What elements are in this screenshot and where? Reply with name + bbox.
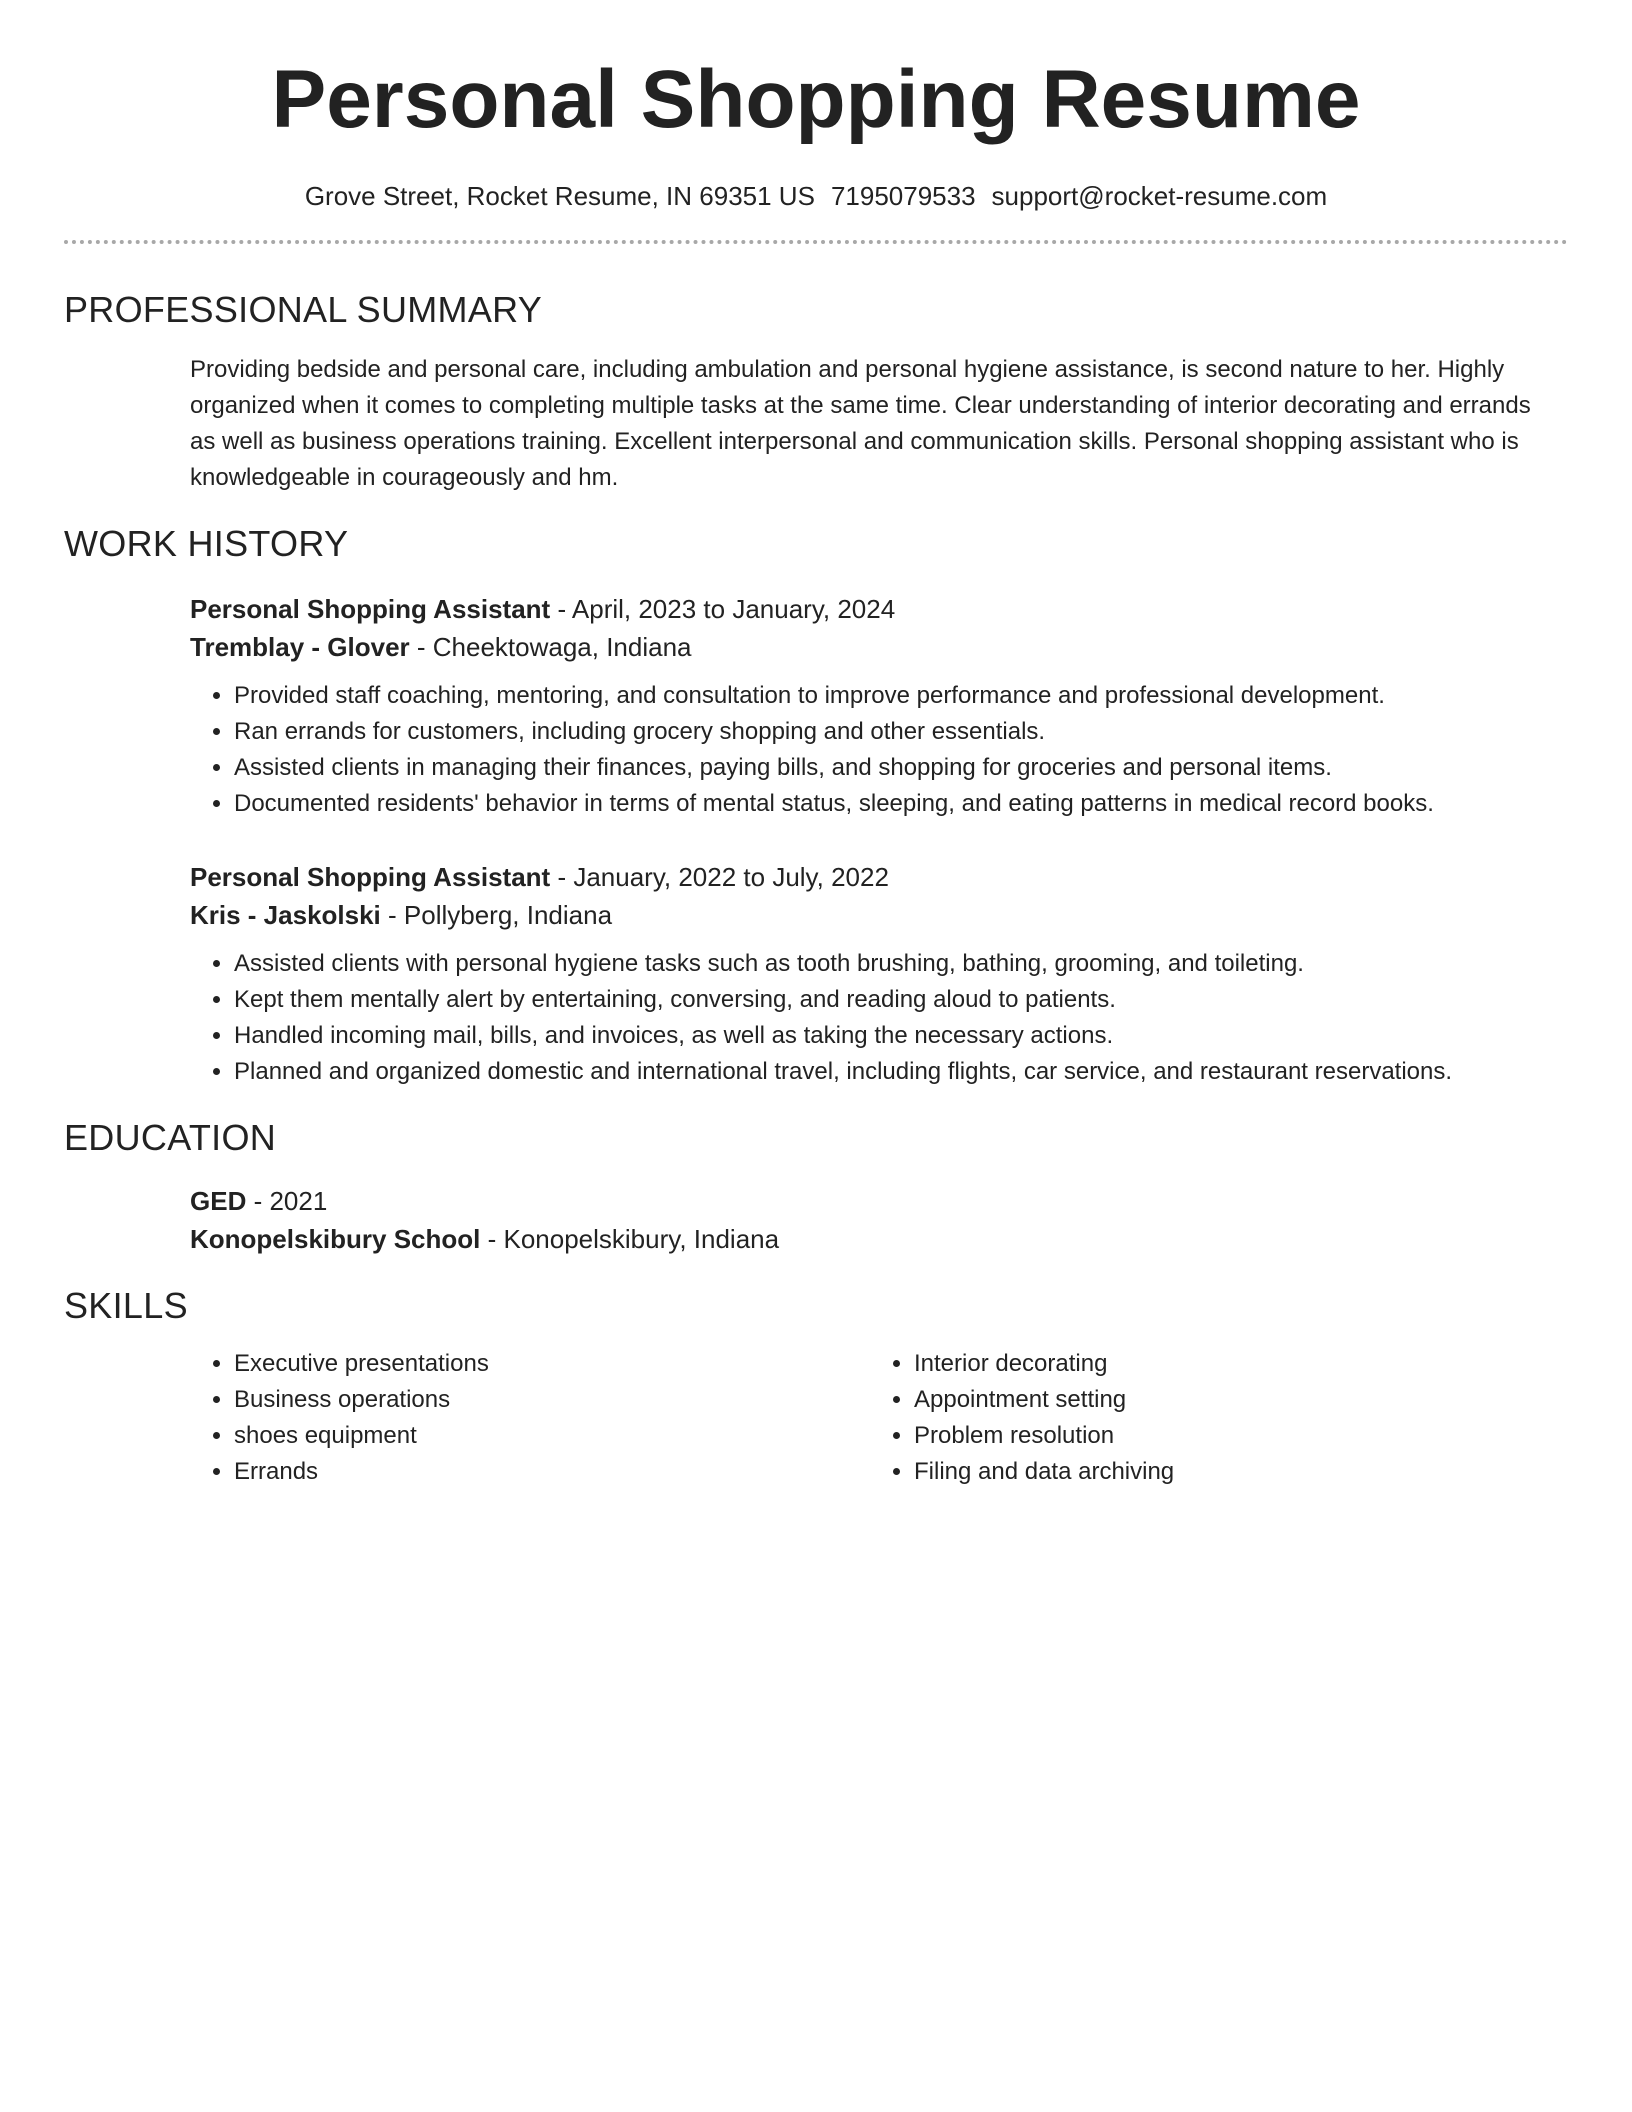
job-location: Cheektowaga, Indiana xyxy=(432,632,692,662)
job-entry xyxy=(190,590,1560,822)
education-heading: EDUCATION xyxy=(64,1117,277,1158)
header-divider xyxy=(64,240,1568,244)
job-dates: April, 2023 to January, 2024 xyxy=(571,594,896,624)
skills-heading: SKILLS xyxy=(64,1285,188,1326)
education-degree: GED xyxy=(190,1186,247,1216)
contact-phone: 7195079533 xyxy=(830,181,976,211)
skills-section xyxy=(64,1284,1568,1490)
job-title-line xyxy=(190,590,1560,628)
summary-heading: PROFESSIONAL SUMMARY xyxy=(64,289,543,330)
education-separator: - xyxy=(246,1186,270,1216)
job-bullets xyxy=(190,946,1560,1090)
work-history-heading: WORK HISTORY xyxy=(64,523,349,564)
skill-item: • Interior decorating xyxy=(914,1346,1470,1382)
skill-item: • Errands xyxy=(234,1454,870,1490)
job-bullet: • Provided staff coaching, mentoring, and consultation to improve performance and professional development. xyxy=(234,678,1560,714)
skills-body xyxy=(190,1346,1560,1490)
job-location: Pollyberg, Indiana xyxy=(403,900,613,930)
job-title-line xyxy=(190,858,1560,896)
job-separator: - xyxy=(550,594,572,624)
education-section xyxy=(64,1116,1568,1258)
job-bullet: • Kept them mentally alert by entertaining, conversing, and reading aloud to patients. xyxy=(234,982,1560,1018)
skill-item: • Business operations xyxy=(234,1382,870,1418)
contact-line xyxy=(64,180,1568,212)
contact-email: support@rocket-resume.com xyxy=(991,181,1328,211)
education-year: 2021 xyxy=(269,1186,328,1216)
skills-column-right xyxy=(870,1346,1470,1490)
skill-item: • Filing and data archiving xyxy=(914,1454,1470,1490)
job-company-line xyxy=(190,896,1560,934)
education-school-line xyxy=(190,1220,1560,1258)
skill-item: • shoes equipment xyxy=(234,1418,870,1454)
skill-item: • Appointment setting xyxy=(914,1382,1470,1418)
summary-body xyxy=(190,352,1560,496)
summary-text: Providing bedside and personal care, including ambulation and personal hygiene assistance, is second nature to her. Highly organized when it comes to completing multiple tasks at the same time. Clear understanding of interior decorating and errands as well as business operations training. Excellent interpersonal and communication skills. Personal shopping assistant who is knowledgeable in courageously and hm. xyxy=(190,356,1531,491)
job-bullet: • Ran errands for customers, including grocery shopping and other essentials. xyxy=(234,714,1560,750)
job-title: Personal Shopping Assistant xyxy=(190,862,551,892)
contact-address: Grove Street, Rocket Resume, IN 69351 US xyxy=(304,181,815,211)
skills-grid xyxy=(190,1346,1560,1490)
resume-title: Personal Shopping Resume xyxy=(271,54,1361,145)
skill-item: • Executive presentations xyxy=(234,1346,870,1382)
summary-section xyxy=(64,288,1568,496)
work-history-body xyxy=(190,590,1560,1090)
job-company-line xyxy=(190,628,1560,666)
education-school: Konopelskibury School xyxy=(190,1224,481,1254)
work-history-section xyxy=(64,522,1568,1090)
job-dates: January, 2022 to July, 2022 xyxy=(573,862,889,892)
job-bullet: • Planned and organized domestic and international travel, including flights, car service, and restaurant reservations. xyxy=(234,1054,1560,1090)
education-degree-line xyxy=(190,1182,1560,1220)
skill-item: • Problem resolution xyxy=(914,1418,1470,1454)
education-body xyxy=(190,1182,1560,1258)
education-entry xyxy=(190,1182,1560,1258)
job-separator: - xyxy=(550,862,574,892)
job-entry xyxy=(190,858,1560,1090)
job-bullet: • Assisted clients with personal hygiene tasks such as tooth brushing, bathing, grooming, and toileting. xyxy=(234,946,1560,982)
job-title: Personal Shopping Assistant xyxy=(190,594,551,624)
education-separator: - xyxy=(480,1224,504,1254)
job-bullets xyxy=(190,678,1560,822)
skills-column-left xyxy=(190,1346,870,1490)
job-separator: - xyxy=(409,632,433,662)
education-location: Konopelskibury, Indiana xyxy=(503,1224,780,1254)
job-company: Kris - Jaskolski xyxy=(190,900,381,930)
job-bullet: • Assisted clients in managing their finances, paying bills, and shopping for groceries and personal items. xyxy=(234,750,1560,786)
job-separator: - xyxy=(380,900,404,930)
job-bullet: • Handled incoming mail, bills, and invoices, as well as taking the necessary actions. xyxy=(234,1018,1560,1054)
job-bullet: • Documented residents' behavior in terms of mental status, sleeping, and eating patterns in medical record books. xyxy=(234,786,1560,822)
job-company: Tremblay - Glover xyxy=(190,632,410,662)
